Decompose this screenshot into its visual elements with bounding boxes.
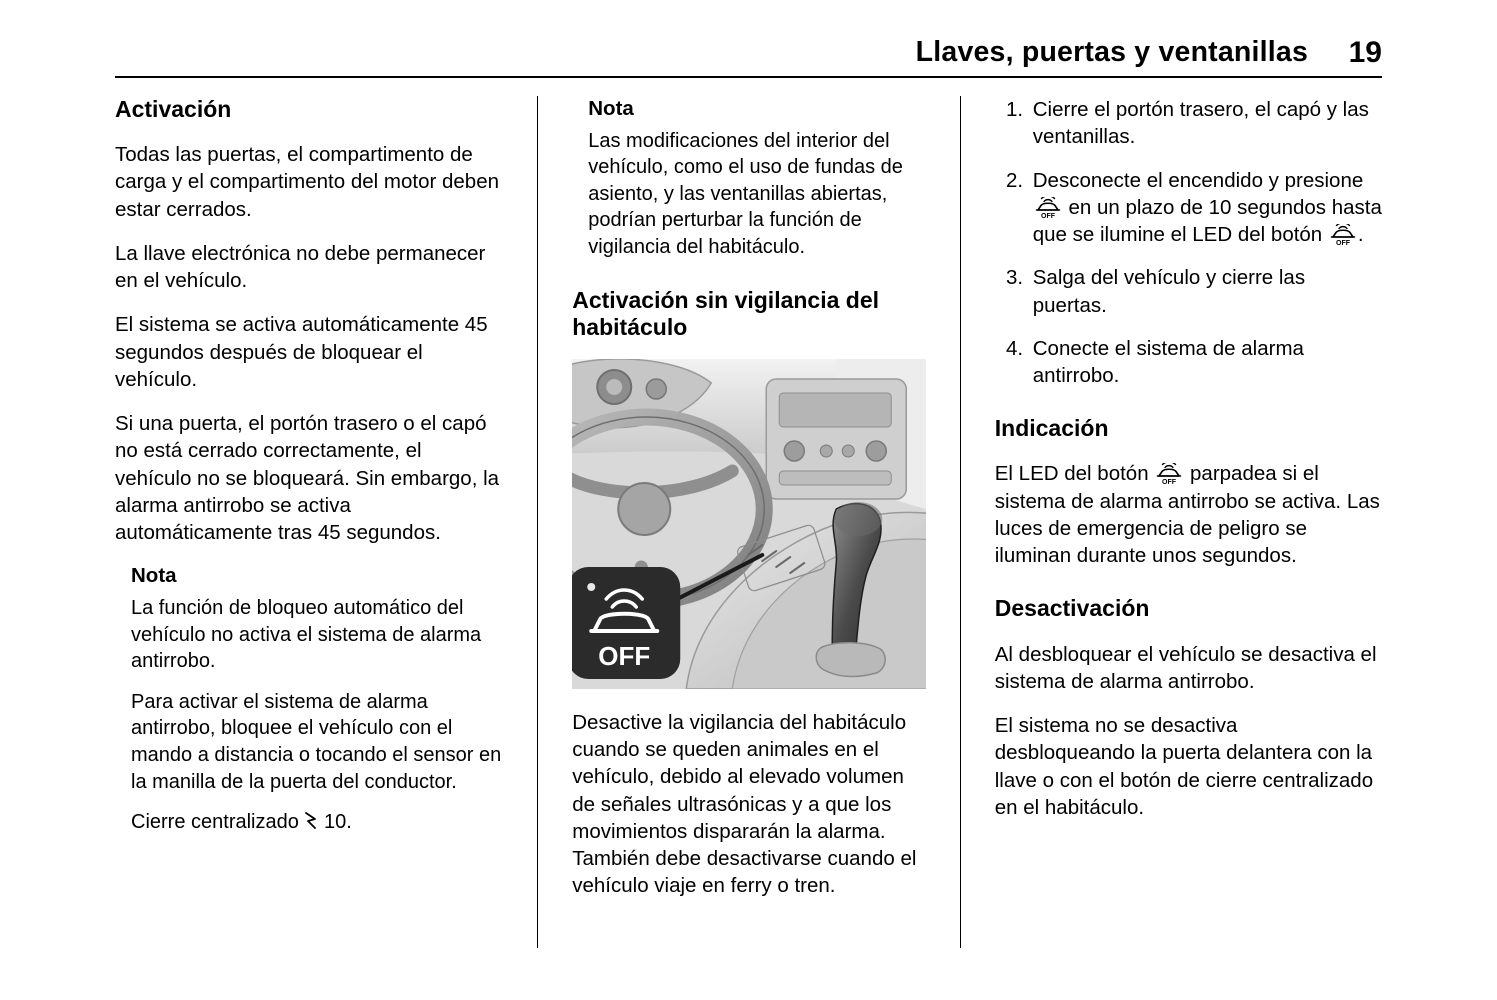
note-block-middle <box>572 96 926 261</box>
step-2-text-mid: en un plazo de 10 segundos hasta que se ilumine el LED del botón <box>1032 195 1382 246</box>
note-title-middle: Nota <box>588 97 634 120</box>
interior-sensor-off-icon <box>1154 463 1184 485</box>
step-3-text: Salga del vehículo y cierre las puertas. <box>1032 266 1306 317</box>
note-title: Nota <box>131 564 177 588</box>
heading-indicacion: Indicación <box>994 415 1109 442</box>
page-title: Llaves, puertas y ventanillas <box>915 36 1308 68</box>
step-1-text: Cierre el portón trasero, el capó y las ventanillas. <box>1032 98 1369 149</box>
page-number: 19 <box>1348 36 1382 69</box>
paragraph-deactivate-interior-monitoring: Desactive la vigilancia del habitáculo cuando se queden animales en el vehículo, debido al elevado volumen de señales ultrasónicas y a que los movimientos dispararán la alarma. También debe desactivarse cuando el vehículo viaje en ferry o tren. <box>572 710 917 898</box>
column-right <box>960 96 1382 948</box>
page-columns <box>115 96 1382 948</box>
note-paragraph-autolock: La función de bloqueo automático del vehículo no activa el sistema de alarma antirrobo. <box>131 597 482 673</box>
note-paragraph-interior-modifications: Las modificaciones del interior del vehículo, como el uso de fundas de asiento, y las ventanillas abiertas, podrían perturbar la función de vigilancia del habitáculo. <box>588 129 903 258</box>
paragraph-door-not-closed: Si una puerta, el portón trasero o el capó no está cerrado correctamente, el vehículo no se bloqueará. Sin embargo, la alarma antirrobo se activa automáticamente tras 45 segundos. <box>115 412 500 545</box>
list-item <box>1029 167 1382 249</box>
figure-interior-console <box>572 359 926 689</box>
step-2-text-post: . <box>1357 223 1364 246</box>
activation-steps-list <box>995 96 1382 389</box>
step-2-text-pre: Desconecte el encendido y presione <box>1032 168 1364 192</box>
svg-text:OFF: OFF <box>1335 240 1350 246</box>
crossref-central-locking <box>131 809 503 836</box>
page-reference-icon <box>304 811 318 830</box>
heading-desactivacion: Desactivación <box>994 595 1150 622</box>
heading-activacion: Activación <box>115 96 232 122</box>
svg-text:OFF: OFF <box>1040 212 1055 219</box>
paragraph-key-not-inside: La llave electrónica no debe permanecer en el vehículo. <box>115 241 486 293</box>
heading-activacion-sin-vigilancia: Activación sin vigilancia del habitáculo <box>572 286 880 340</box>
paragraph-desactivacion-1: Al desbloquear el vehículo se desactiva el sistema de alarma antirrobo. <box>994 642 1377 693</box>
paragraph-auto-activation: El sistema se activa automáticamente 45 segundos después de bloquear el vehículo. <box>115 313 488 391</box>
column-left <box>115 96 537 948</box>
svg-text:OFF: OFF <box>598 640 651 671</box>
list-item <box>1029 335 1382 390</box>
paragraph-indicacion <box>995 460 1382 569</box>
interior-sensor-off-icon <box>1033 197 1063 219</box>
note-paragraph-how-to-activate: Para activar el sistema de alarma antirrobo, bloquee el vehículo con el mando a distancia o tocando el sensor en la manilla de la puerta del conductor. <box>131 690 502 793</box>
crossref-page: 10. <box>323 811 352 834</box>
paragraph-doors-closed: Todas las puertas, el compartimento de carga y el compartimento del motor deben estar cerrados. <box>115 143 500 221</box>
header-divider <box>115 76 1382 78</box>
indicacion-text-pre: El LED del botón <box>994 462 1149 486</box>
step-4-text: Conecte el sistema de alarma antirrobo. <box>1032 336 1304 387</box>
paragraph-desactivacion-2: El sistema no se desactiva desbloqueando la puerta delantera con la llave o con el botón de cierre centralizado en el habitáculo. <box>994 714 1374 819</box>
list-item <box>1029 96 1382 151</box>
indicacion-text-post: parpadea si el sistema de alarma antirrobo se activa. Las luces de emergencia de peligro se iluminan durante unos segundos. <box>994 462 1380 568</box>
crossref-label: Cierre centralizado <box>131 811 299 834</box>
svg-text:OFF: OFF <box>1162 479 1177 486</box>
list-item <box>1029 264 1382 319</box>
note-block-left <box>115 563 503 835</box>
interior-sensor-off-icon <box>1328 224 1358 246</box>
column-middle <box>537 96 960 948</box>
